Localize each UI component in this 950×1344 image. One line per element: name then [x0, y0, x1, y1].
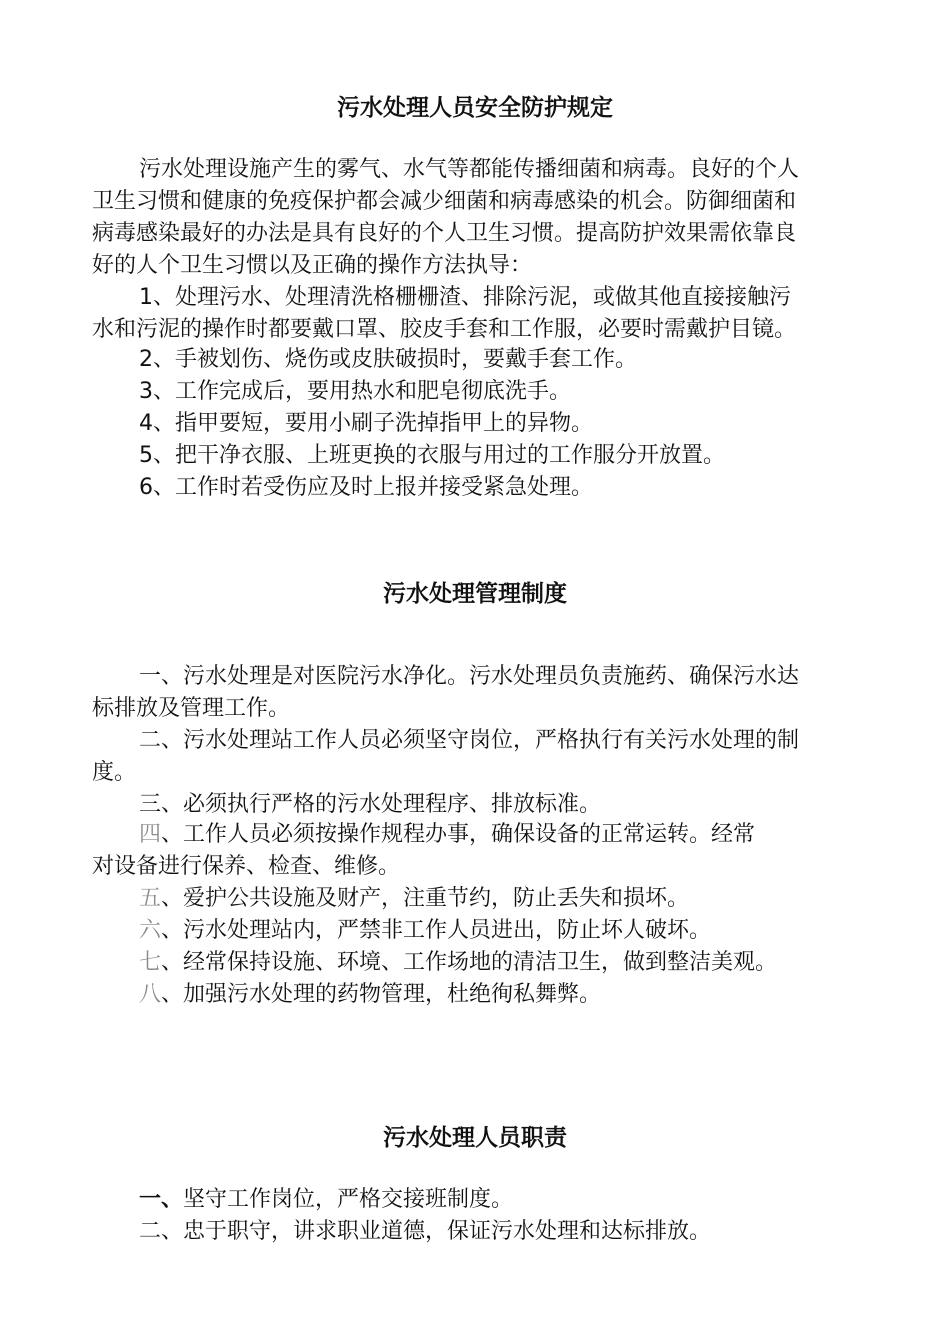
rule-number: 五 — [139, 886, 162, 911]
rule-1: 一、污水处理是对医院污水净化。污水处理员负责施药、确保污水达 — [139, 664, 800, 689]
safety-item-1-cont: 水和污泥的操作时都要戴口罩、胶皮手套和工作服，必要时需戴护目镜。 — [92, 317, 797, 342]
rule-text: 、经常保持设施、环境、工作场地的清洁卫生，做到整洁美观。 — [161, 950, 778, 975]
safety-item-3: 3、工作完成后，要用热水和肥皂彻底洗手。 — [139, 379, 571, 404]
section-title-safety: 污水处理人员安全防护规定 — [337, 95, 613, 121]
duty-text: 坚守工作岗位，严格交接班制度。 — [183, 1187, 514, 1212]
rule-number: 四 — [139, 822, 162, 847]
intro-line: 污水处理设施产生的雾气、水气等都能传播细菌和病毒。良好的个人 — [139, 157, 800, 182]
section-title-duties: 污水处理人员职责 — [383, 1125, 567, 1151]
section-title-management: 污水处理管理制度 — [383, 581, 567, 607]
safety-item-5: 5、把干净衣服、上班更换的衣服与用过的工作服分开放置。 — [139, 443, 725, 468]
rule-text: 、加强污水处理的药物管理，杜绝徇私舞弊。 — [161, 982, 602, 1007]
rule-text: 、污水处理站内，严禁非工作人员进出，防止坏人破坏。 — [161, 918, 712, 943]
duty-1 — [139, 1185, 919, 1215]
intro-line: 卫生习惯和健康的免疫保护都会减少细菌和病毒感染的机会。防御细菌和 — [92, 189, 797, 214]
intro-line: 病毒感染最好的办法是具有良好的个人卫生习惯。提高防护效果需依靠良 — [92, 221, 797, 246]
rule-number: 七 — [139, 950, 162, 975]
rule-4 — [139, 820, 919, 850]
rule-8 — [139, 980, 919, 1010]
duty-number: 一、 — [139, 1187, 184, 1212]
intro-line: 好的人个卫生习惯以及正确的操作方法执导： — [92, 253, 533, 278]
rule-6 — [139, 916, 919, 946]
rule-text: 、爱护公共设施及财产，注重节约，防止丢失和损坏。 — [161, 886, 690, 911]
rule-7 — [139, 948, 919, 978]
rule-1-cont: 标排放及管理工作。 — [92, 696, 291, 721]
rule-5 — [139, 884, 919, 914]
safety-item-4: 4、指甲要短，要用小刷子洗掉指甲上的异物。 — [139, 411, 593, 436]
rule-4-cont: 对设备进行保养、检查、维修。 — [92, 854, 401, 879]
safety-item-1: 1、处理污水、处理清洗格栅栅渣、排除污泥，或做其他直接接触污 — [139, 285, 791, 310]
rule-2-cont: 度。 — [92, 760, 137, 785]
rule-text: 、工作人员必须按操作规程办事，确保设备的正常运转。经常 — [161, 822, 756, 847]
duty-2: 二、忠于职守，讲求职业道德，保证污水处理和达标排放。 — [139, 1219, 712, 1244]
rule-3: 三、必须执行严格的污水处理程序、排放标准。 — [139, 792, 602, 817]
safety-item-6: 6、工作时若受伤应及时上报并接受紧急处理。 — [139, 475, 593, 500]
rule-number: 八 — [139, 982, 162, 1007]
safety-item-2: 2、手被划伤、烧伤或皮肤破损时，要戴手套工作。 — [139, 347, 637, 372]
rule-number: 六 — [139, 918, 162, 943]
rule-2: 二、污水处理站工作人员必须坚守岗位，严格执行有关污水处理的制 — [139, 728, 800, 753]
